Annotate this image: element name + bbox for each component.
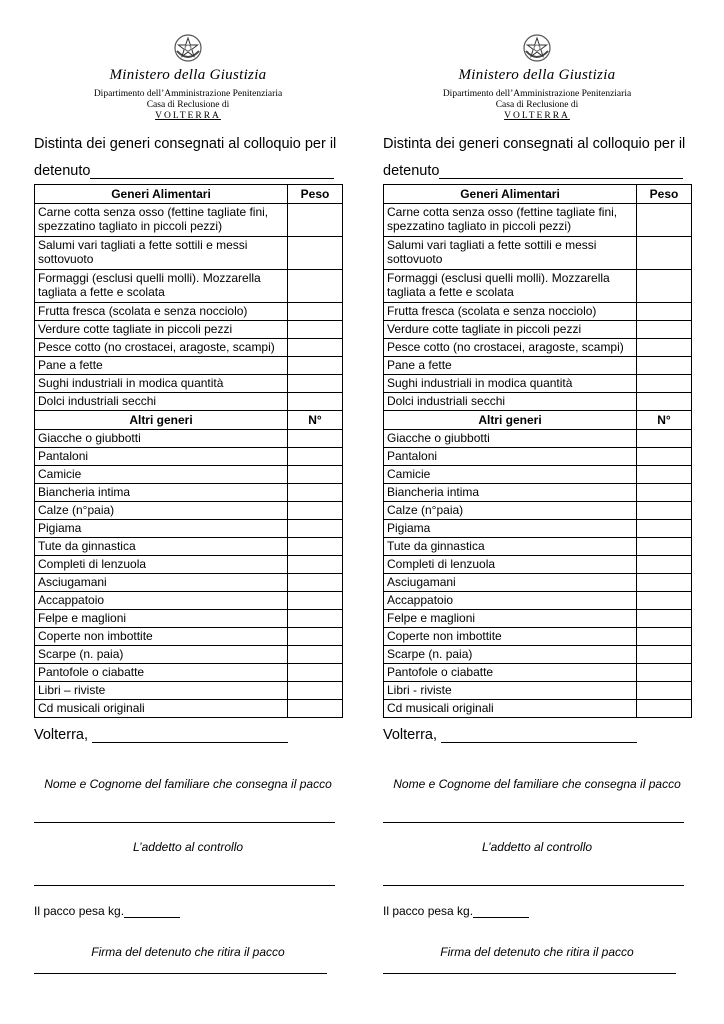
quantity-cell[interactable] [637,682,692,700]
quantity-cell[interactable] [288,393,343,411]
quantity-cell[interactable] [288,303,343,321]
place-date-field[interactable]: Volterra, [34,727,288,743]
table-row: Formaggi (esclusi quelli molli). Mozzarella tagliata a fette e scolata [384,270,637,303]
quantity-cell[interactable] [637,466,692,484]
quantity-cell[interactable] [288,682,343,700]
place-date-field[interactable]: Volterra, [383,727,637,743]
table-row: Accappatoio [35,592,288,610]
quantity-cell[interactable] [288,610,343,628]
table-row: Cd musicali originali [35,700,288,718]
table-row: Calze (n°paia) [35,502,288,520]
quantity-cell[interactable] [288,448,343,466]
table-row: Accappatoio [384,592,637,610]
quantity-cell[interactable] [288,556,343,574]
table-row: Formaggi (esclusi quelli molli). Mozzarella tagliata a fette e scolata [35,270,288,303]
detenuto-field[interactable]: detenuto [34,163,334,179]
food-unit-header: Peso [637,185,692,204]
quantity-cell[interactable] [288,520,343,538]
quantity-cell[interactable] [288,646,343,664]
quantity-cell[interactable] [637,574,692,592]
table-row: Scarpe (n. paia) [35,646,288,664]
table-row: Verdure cotte tagliate in piccoli pezzi [384,321,637,339]
quantity-cell[interactable] [637,646,692,664]
detenuto-field[interactable]: detenuto [383,163,683,179]
quantity-cell[interactable] [288,357,343,375]
food-header: Generi Alimentari [384,185,637,204]
table-row: Giacche o giubbotti [35,430,288,448]
quantity-cell[interactable] [288,574,343,592]
form-title: Distinta dei generi consegnati al colloquio per il [34,136,337,152]
quantity-cell[interactable] [637,610,692,628]
table-row: Coperte non imbottite [384,628,637,646]
quantity-cell[interactable] [637,592,692,610]
table-row: Tute da ginnastica [35,538,288,556]
controller-line[interactable] [383,885,684,886]
table-row: Carne cotta senza osso (fettine tagliate fini, spezzatino tagliato in piccoli pezzi) [384,204,637,237]
controller-line[interactable] [34,885,335,886]
table-row: Coperte non imbottite [35,628,288,646]
quantity-cell[interactable] [288,538,343,556]
table-row: Pantofole o ciabatte [35,664,288,682]
family-member-line[interactable] [34,822,335,823]
family-member-label: Nome e Cognome del familiare che consegna il pacco [44,777,332,791]
table-row: Cd musicali originali [384,700,637,718]
table-row: Pesce cotto (no crostacei, aragoste, scampi) [35,339,288,357]
table-row: Salumi vari tagliati a fette sottili e messi sottovuoto [35,237,288,270]
table-row: Tute da ginnastica [384,538,637,556]
quantity-cell[interactable] [637,700,692,718]
other-unit-header: N° [288,411,343,430]
table-row: Camicie [384,466,637,484]
quantity-cell[interactable] [288,321,343,339]
quantity-cell[interactable] [288,204,343,237]
quantity-cell[interactable] [637,430,692,448]
table-row: Pantaloni [384,448,637,466]
italian-emblem-icon [522,33,552,63]
quantity-cell[interactable] [637,270,692,303]
quantity-cell[interactable] [637,303,692,321]
quantity-cell[interactable] [637,321,692,339]
quantity-cell[interactable] [637,556,692,574]
table-row: Pesce cotto (no crostacei, aragoste, scampi) [384,339,637,357]
goods-table [383,184,692,718]
table-row: Asciugamani [384,574,637,592]
table-row: Libri - riviste [384,682,637,700]
table-row: Completi di lenzuola [35,556,288,574]
table-row: Camicie [35,466,288,484]
table-row: Frutta fresca (scolata e senza nocciolo) [384,303,637,321]
department-name: Dipartimento dell’Amministrazione Penitenziaria [442,89,632,99]
other-unit-header: N° [637,411,692,430]
ministry-name: Ministero della Giustizia [109,67,267,83]
table-row: Biancheria intima [384,484,637,502]
quantity-cell[interactable] [288,502,343,520]
food-unit-header: Peso [288,185,343,204]
table-row: Pantofole o ciabatte [384,664,637,682]
signature-label: Firma del detenuto che ritira il pacco [440,945,634,959]
quantity-cell[interactable] [637,357,692,375]
ministry-name: Ministero della Giustizia [458,67,616,83]
quantity-cell[interactable] [288,375,343,393]
quantity-cell[interactable] [637,520,692,538]
other-header: Altri generi [35,411,288,430]
form-title: Distinta dei generi consegnati al colloquio per il [383,136,686,152]
quantity-cell[interactable] [288,237,343,270]
food-header: Generi Alimentari [35,185,288,204]
table-row: Felpe e maglioni [384,610,637,628]
quantity-cell[interactable] [288,430,343,448]
table-row: Dolci industriali secchi [384,393,637,411]
table-row: Pigiama [384,520,637,538]
table-row: Asciugamani [35,574,288,592]
department-name: Dipartimento dell’Amministrazione Penitenziaria [93,89,283,99]
institution-name: Casa di Reclusione di [146,100,230,110]
table-row: Giacche o giubbotti [384,430,637,448]
quantity-cell[interactable] [637,502,692,520]
signature-line[interactable] [383,973,676,974]
quantity-cell[interactable] [637,538,692,556]
quantity-cell[interactable] [288,592,343,610]
table-row: Calze (n°paia) [384,502,637,520]
quantity-cell[interactable] [637,237,692,270]
table-row: Libri – riviste [35,682,288,700]
quantity-cell[interactable] [288,484,343,502]
other-header: Altri generi [384,411,637,430]
quantity-cell[interactable] [288,700,343,718]
table-row: Salumi vari tagliati a fette sottili e messi sottovuoto [384,237,637,270]
quantity-cell[interactable] [637,339,692,357]
quantity-cell[interactable] [288,628,343,646]
quantity-cell[interactable] [637,375,692,393]
goods-table [34,184,343,718]
weight-field[interactable]: Il pacco pesa kg. [383,904,529,918]
quantity-cell[interactable] [637,204,692,237]
controller-label: L’addetto al controllo [481,840,593,854]
table-row: Biancheria intima [35,484,288,502]
table-row: Carne cotta senza osso (fettine tagliate fini, spezzatino tagliato in piccoli pezzi) [35,204,288,237]
table-row: Pane a fette [35,357,288,375]
table-row: Sughi industriali in modica quantità [35,375,288,393]
family-member-label: Nome e Cognome del familiare che consegna il pacco [393,777,681,791]
quantity-cell[interactable] [288,664,343,682]
table-row: Pane a fette [384,357,637,375]
weight-field[interactable]: Il pacco pesa kg. [34,904,180,918]
table-row: Frutta fresca (scolata e senza nocciolo) [35,303,288,321]
quantity-cell[interactable] [637,448,692,466]
quantity-cell[interactable] [288,466,343,484]
table-row: Sughi industriali in modica quantità [384,375,637,393]
italian-emblem-icon [173,33,203,63]
city-name: VOLTERRA [155,111,221,121]
signature-label: Firma del detenuto che ritira il pacco [91,945,285,959]
table-row: Dolci industriali secchi [35,393,288,411]
table-row: Pantaloni [35,448,288,466]
quantity-cell[interactable] [637,484,692,502]
institution-name: Casa di Reclusione di [495,100,579,110]
controller-label: L’addetto al controllo [132,840,244,854]
table-row: Felpe e maglioni [35,610,288,628]
family-member-line[interactable] [383,822,684,823]
table-row: Pigiama [35,520,288,538]
signature-line[interactable] [34,973,327,974]
table-row: Scarpe (n. paia) [384,646,637,664]
quantity-cell[interactable] [637,628,692,646]
city-name: VOLTERRA [504,111,570,121]
quantity-cell[interactable] [637,664,692,682]
quantity-cell[interactable] [288,270,343,303]
table-row: Completi di lenzuola [384,556,637,574]
quantity-cell[interactable] [637,393,692,411]
table-row: Verdure cotte tagliate in piccoli pezzi [35,321,288,339]
quantity-cell[interactable] [288,339,343,357]
